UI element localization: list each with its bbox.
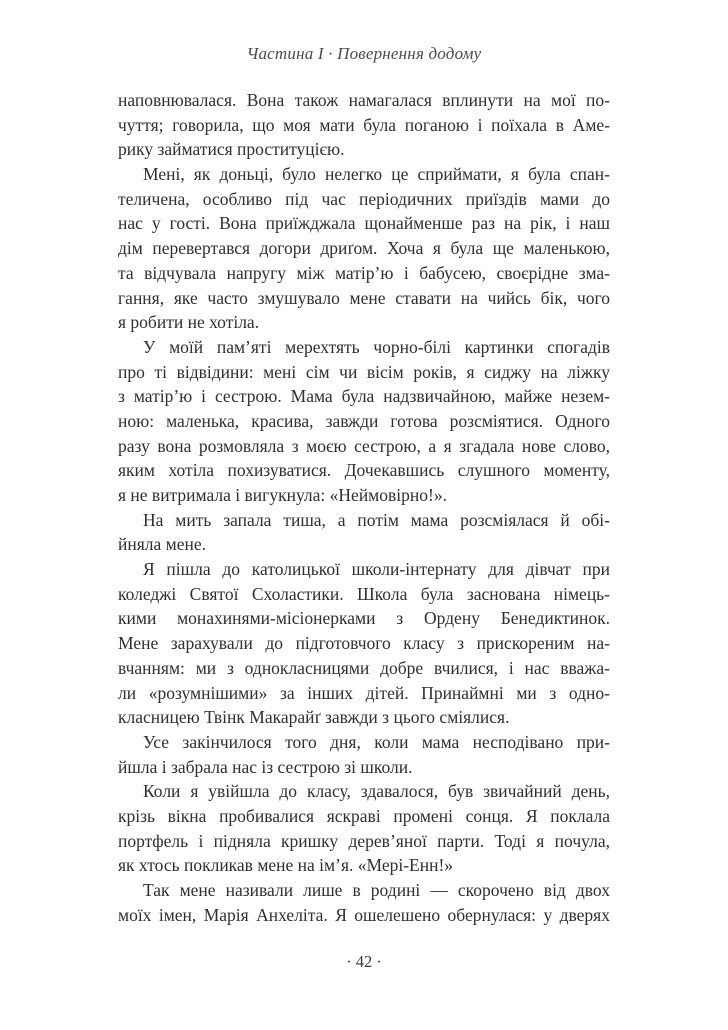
paragraph: [118, 335, 610, 508]
text-line: На мить запала тиша, а потім мама розсміялася й обі-: [143, 509, 610, 530]
text-line: коледжі Святої Схоластики. Школа була заснована німець-: [118, 583, 610, 604]
text-line: ною: маленька, красива, завжди готова розсміятися. Одного: [118, 410, 610, 431]
text-line: вчанням: ми з однокласницями добре вчилися, і нас вважа-: [118, 657, 610, 678]
text-line: яким хотіла похизуватися. Дочекавшись слушного моменту,: [118, 460, 610, 481]
text-line: класницею Твінк Макарайґ завжди з цього сміялися.: [118, 707, 510, 728]
text-line: Так мене називали лише в родині — скорочено від двох: [143, 880, 610, 900]
page-number: · 42 ·: [346, 952, 382, 971]
text-line: та відчувала напругу між матір’ю і бабусею, своєрідне зма-: [118, 262, 610, 283]
paragraph: [118, 162, 610, 335]
text-line: портфель і підняла кришку дерев’яної парти. Тоді я почула,: [118, 830, 610, 851]
running-header: Частина I · Повернення додому: [246, 44, 482, 63]
text-line: про ті відвідини: мені сім чи вісім років, я сиджу на ліжку: [118, 361, 610, 382]
text-line: чуття; говорила, що моя мати була поганою і поїхала в Аме-: [118, 114, 610, 135]
text-line: Усе закінчилося того дня, коли мама несподівано при-: [143, 731, 610, 752]
text-line: ли «розумнішими» за інших дітей. Принаймні ми з одно-: [118, 682, 610, 703]
text-line: я робити не хотіла.: [118, 312, 260, 333]
text-line: У моїй пам’яті мерехтять чорно-білі картинки спогадів: [143, 336, 610, 357]
text-line: гання, яке часто змушувало мене ставати на чийсь бік, чого: [118, 287, 610, 308]
text-line: дім перевертався догори дриґом. Хоча я була ще маленькою,: [118, 238, 610, 259]
paragraph: [118, 88, 610, 162]
text-line: Мене зарахували до підготовчого класу з прискореним на-: [118, 633, 610, 654]
text-line: теличена, особливо під час періодичних приїздів мами до: [118, 188, 610, 209]
paragraph: [118, 730, 610, 779]
text-line: наповнювалася. Вона також намагалася вплинути на мої по-: [118, 90, 610, 110]
paragraph: [118, 779, 610, 878]
paragraph: [118, 878, 610, 927]
text-line: йняла мене.: [118, 534, 207, 555]
text-line: я не витримала і вигукнула: «Неймовірно!».: [118, 485, 447, 505]
text-line: йшла і забрала нас із сестрою зі школи.: [118, 756, 413, 777]
paragraph: [118, 557, 610, 730]
text-line: з матір’ю і сестрою. Мама була надзвичайною, майже незем-: [118, 386, 610, 407]
text-line: крізь вікна пробивалися яскраві промені сонця. Я поклала: [118, 805, 610, 826]
text-line: кими монахинями-місіонерками з Ордену Бенедиктинок.: [118, 608, 610, 629]
paragraph: [118, 508, 610, 557]
text-line: моїх імен, Марія Анхеліта. Я ошелешено обернулася: у дверях: [118, 904, 610, 925]
text-line: Мені, як доньці, було нелегко це сприймати, я була спан-: [143, 164, 610, 185]
text-line: разу вона розмовляла з моєю сестрою, а я згадала нове слово,: [118, 435, 610, 456]
text-line: як хтось покликав мене на ім’я. «Мері-Енн!»: [118, 855, 454, 876]
page-body-text: [118, 88, 610, 927]
text-line: нас у гості. Вона приїжджала щонайменше раз на рік, і наш: [118, 213, 610, 234]
text-line: Я пішла до католицької школи-інтернату для дівчат при: [143, 559, 610, 580]
text-line: рику займатися проституцією.: [118, 139, 345, 160]
text-line: Коли я увійшла до класу, здавалося, був звичайний день,: [143, 781, 610, 802]
